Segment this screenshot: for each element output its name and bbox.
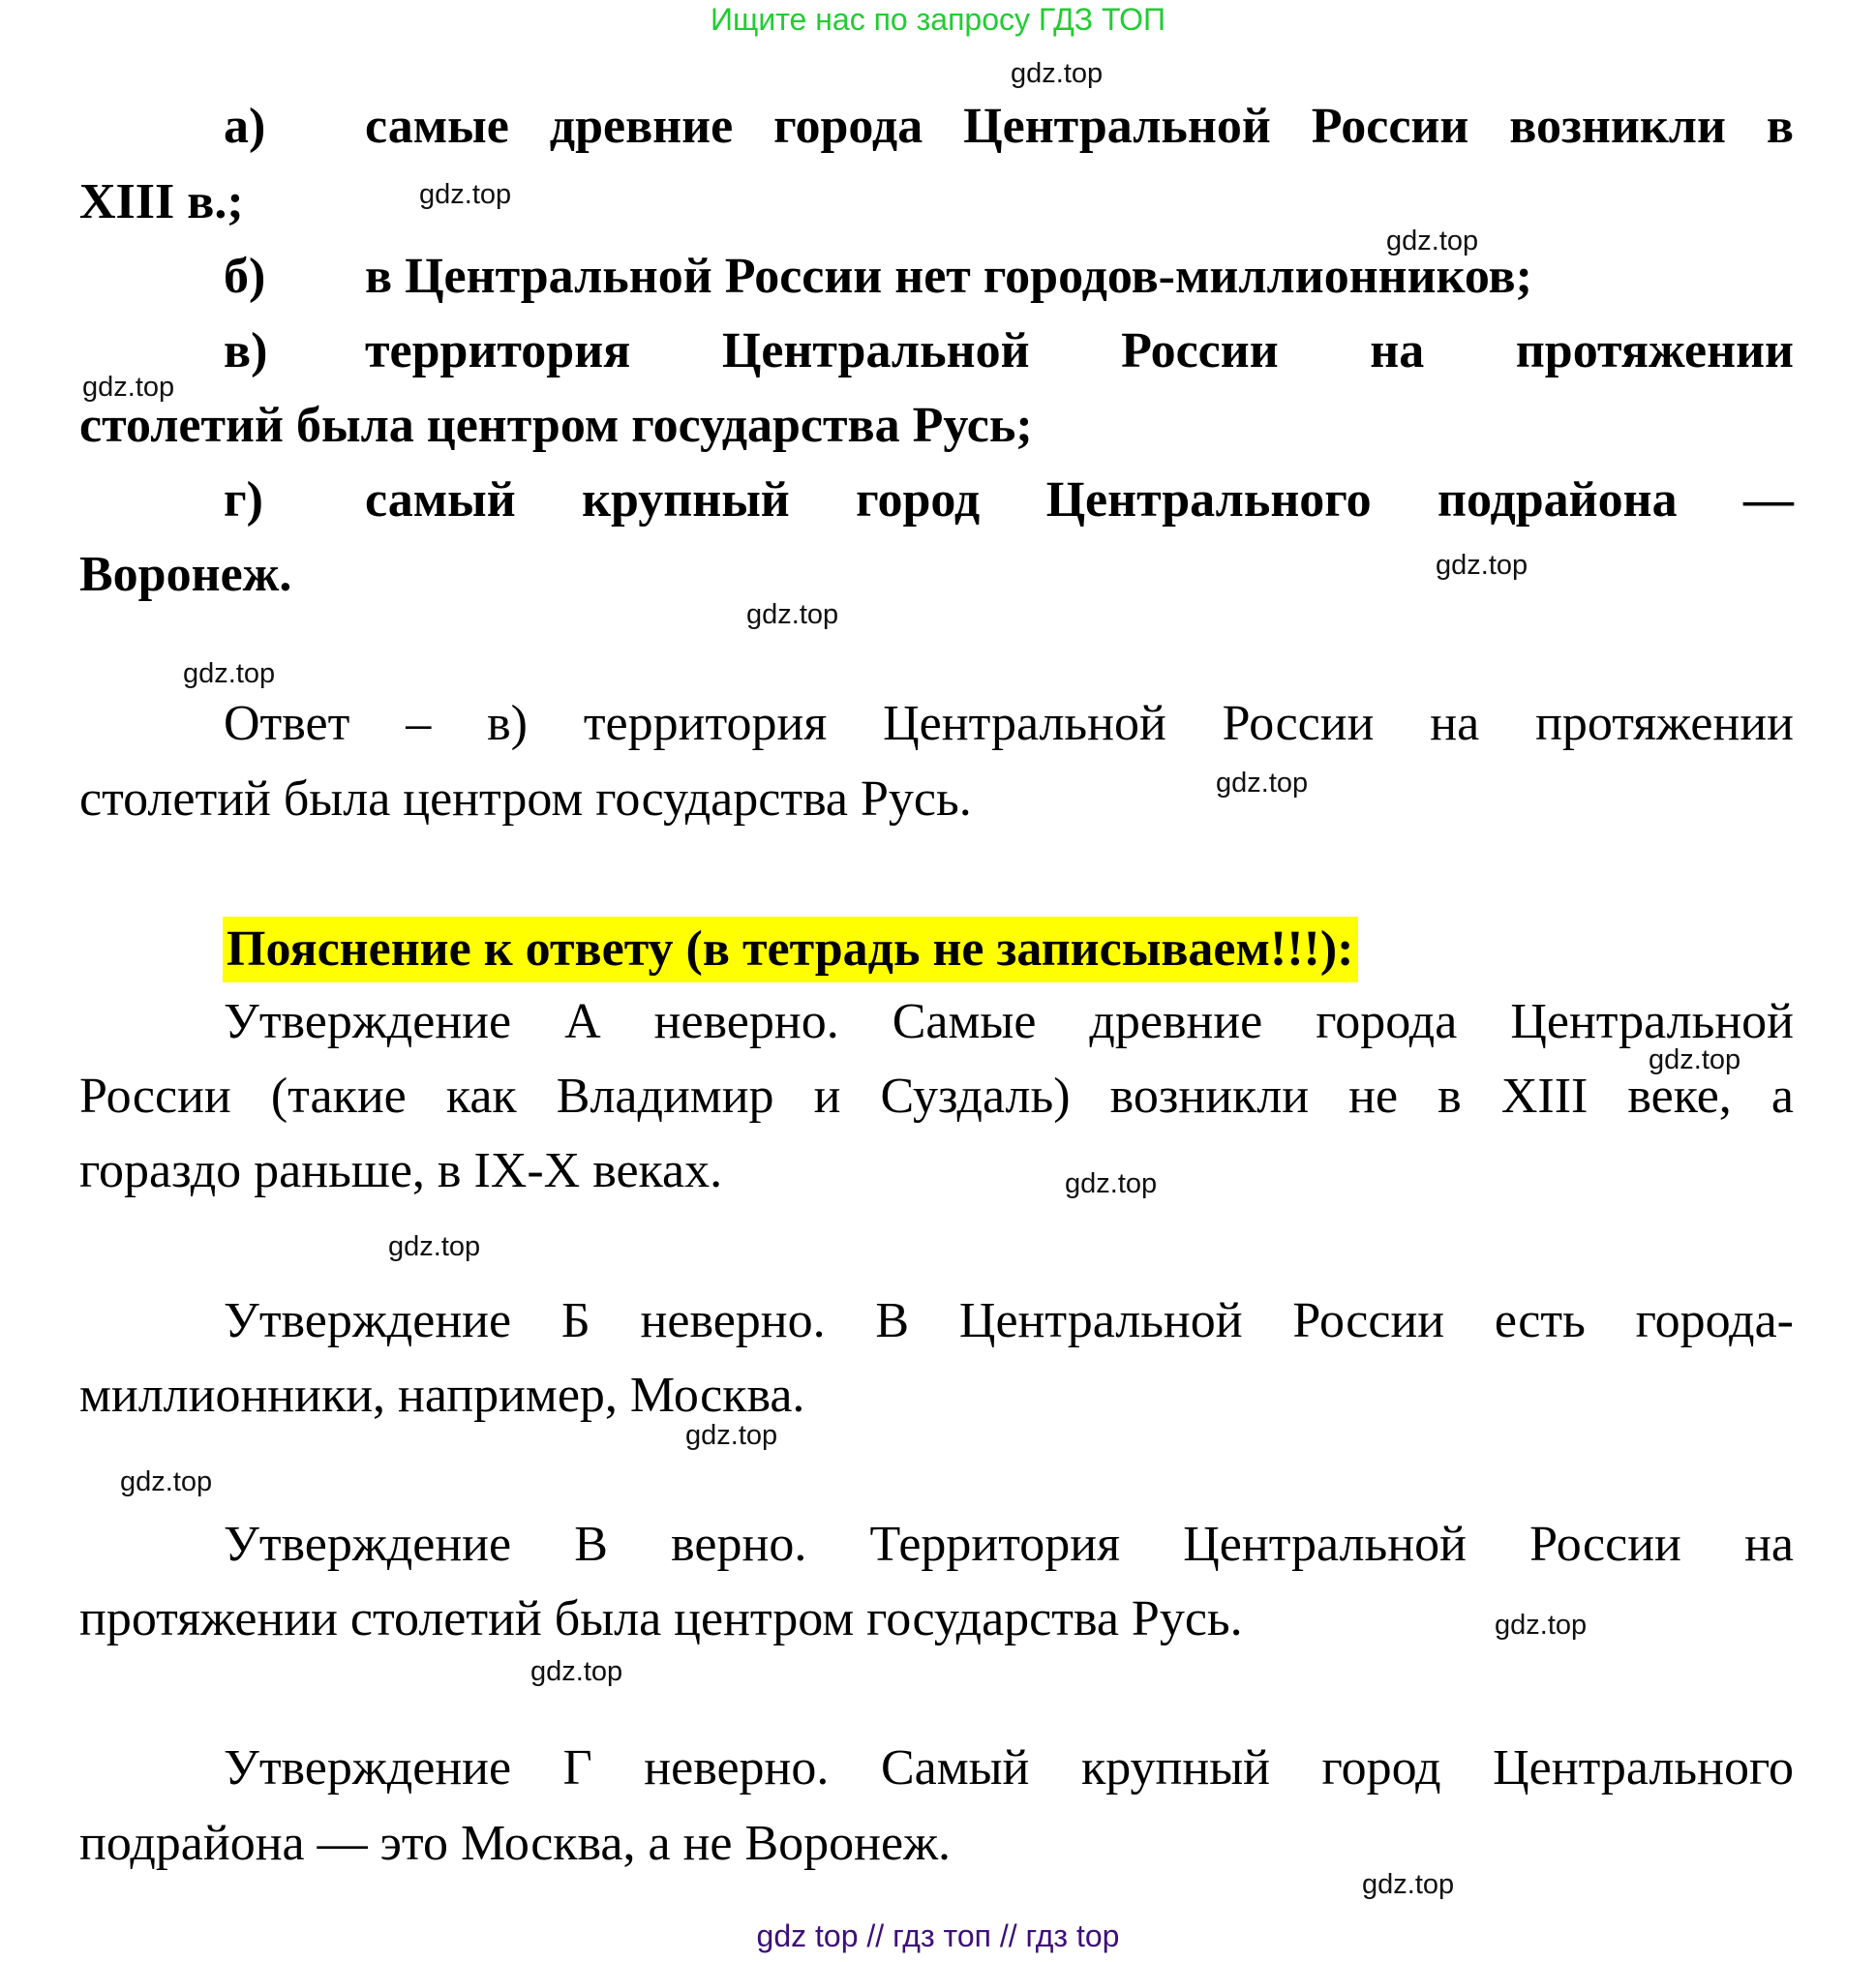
watermark: gdz.top: [1436, 550, 1528, 581]
explanation-a-line2: России (такие как Владимир и Суздаль) возникли не в XIII веке, а: [79, 1069, 1794, 1124]
watermark: gdz.top: [1216, 768, 1309, 799]
watermark: gdz.top: [1011, 58, 1104, 89]
explanation-a-line1: Утверждение А неверно. Самые древние города Центральной: [224, 994, 1794, 1049]
option-b-label: б): [224, 249, 266, 304]
watermark: gdz.top: [1362, 1869, 1455, 1900]
option-c-line2: столетий была центром государства Русь;: [79, 398, 1033, 453]
explanation-b-line2: миллионники, например, Москва.: [79, 1368, 805, 1423]
option-c-line1: в) территория Центральной России на протяжении: [224, 323, 1794, 378]
watermark: gdz.top: [82, 372, 175, 403]
option-a-line1: а) самые древние города Центральной России возникли в: [224, 99, 1794, 154]
watermark: gdz.top: [1649, 1044, 1741, 1075]
explanation-c-line1: Утверждение В верно. Территория Центральной России на: [224, 1517, 1794, 1572]
explanation-b-line1: Утверждение Б неверно. В Центральной России есть города-: [224, 1293, 1794, 1348]
option-b-line1: б) в Центральной России нет городов-миллионников;: [224, 249, 1532, 304]
option-d-label: г): [224, 472, 263, 528]
watermark: gdz.top: [1065, 1168, 1158, 1199]
watermark: gdz.top: [388, 1231, 481, 1262]
answer-line1: Ответ – в) территория Центральной России на протяжении: [224, 696, 1794, 751]
watermark: gdz.top: [120, 1466, 213, 1497]
explanation-d-line2: подрайона — это Москва, а не Воронеж.: [79, 1816, 951, 1871]
option-a-label: а): [224, 99, 266, 154]
footer-links: gdz top // гдз топ // гдз top: [756, 1918, 1120, 1953]
watermark: gdz.top: [419, 179, 512, 210]
explanation-c-line2: протяжении столетий была центром государства Русь.: [79, 1591, 1243, 1646]
search-banner: Ищите нас по запросу ГДЗ ТОП: [711, 2, 1165, 37]
watermark: gdz.top: [746, 599, 839, 630]
watermark: gdz.top: [685, 1420, 778, 1451]
watermark: gdz.top: [530, 1656, 623, 1687]
option-c-label: в): [224, 323, 268, 378]
option-a-line2: XIII в.;: [79, 174, 244, 229]
explanation-d-line1: Утверждение Г неверно. Самый крупный город Центрального: [224, 1740, 1794, 1796]
watermark: gdz.top: [183, 658, 276, 689]
option-d-line2: Воронеж.: [79, 547, 292, 602]
explanation-heading: Пояснение к ответу (в тетрадь не записываем!!!):: [223, 917, 1358, 982]
answer-line2: столетий была центром государства Русь.: [79, 771, 972, 827]
option-d-line1: г) самый крупный город Центрального подрайона —: [224, 472, 1794, 528]
explanation-a-line3: гораздо раньше, в IX-X веках.: [79, 1143, 723, 1198]
watermark: gdz.top: [1495, 1610, 1588, 1641]
watermark: gdz.top: [1386, 226, 1479, 257]
